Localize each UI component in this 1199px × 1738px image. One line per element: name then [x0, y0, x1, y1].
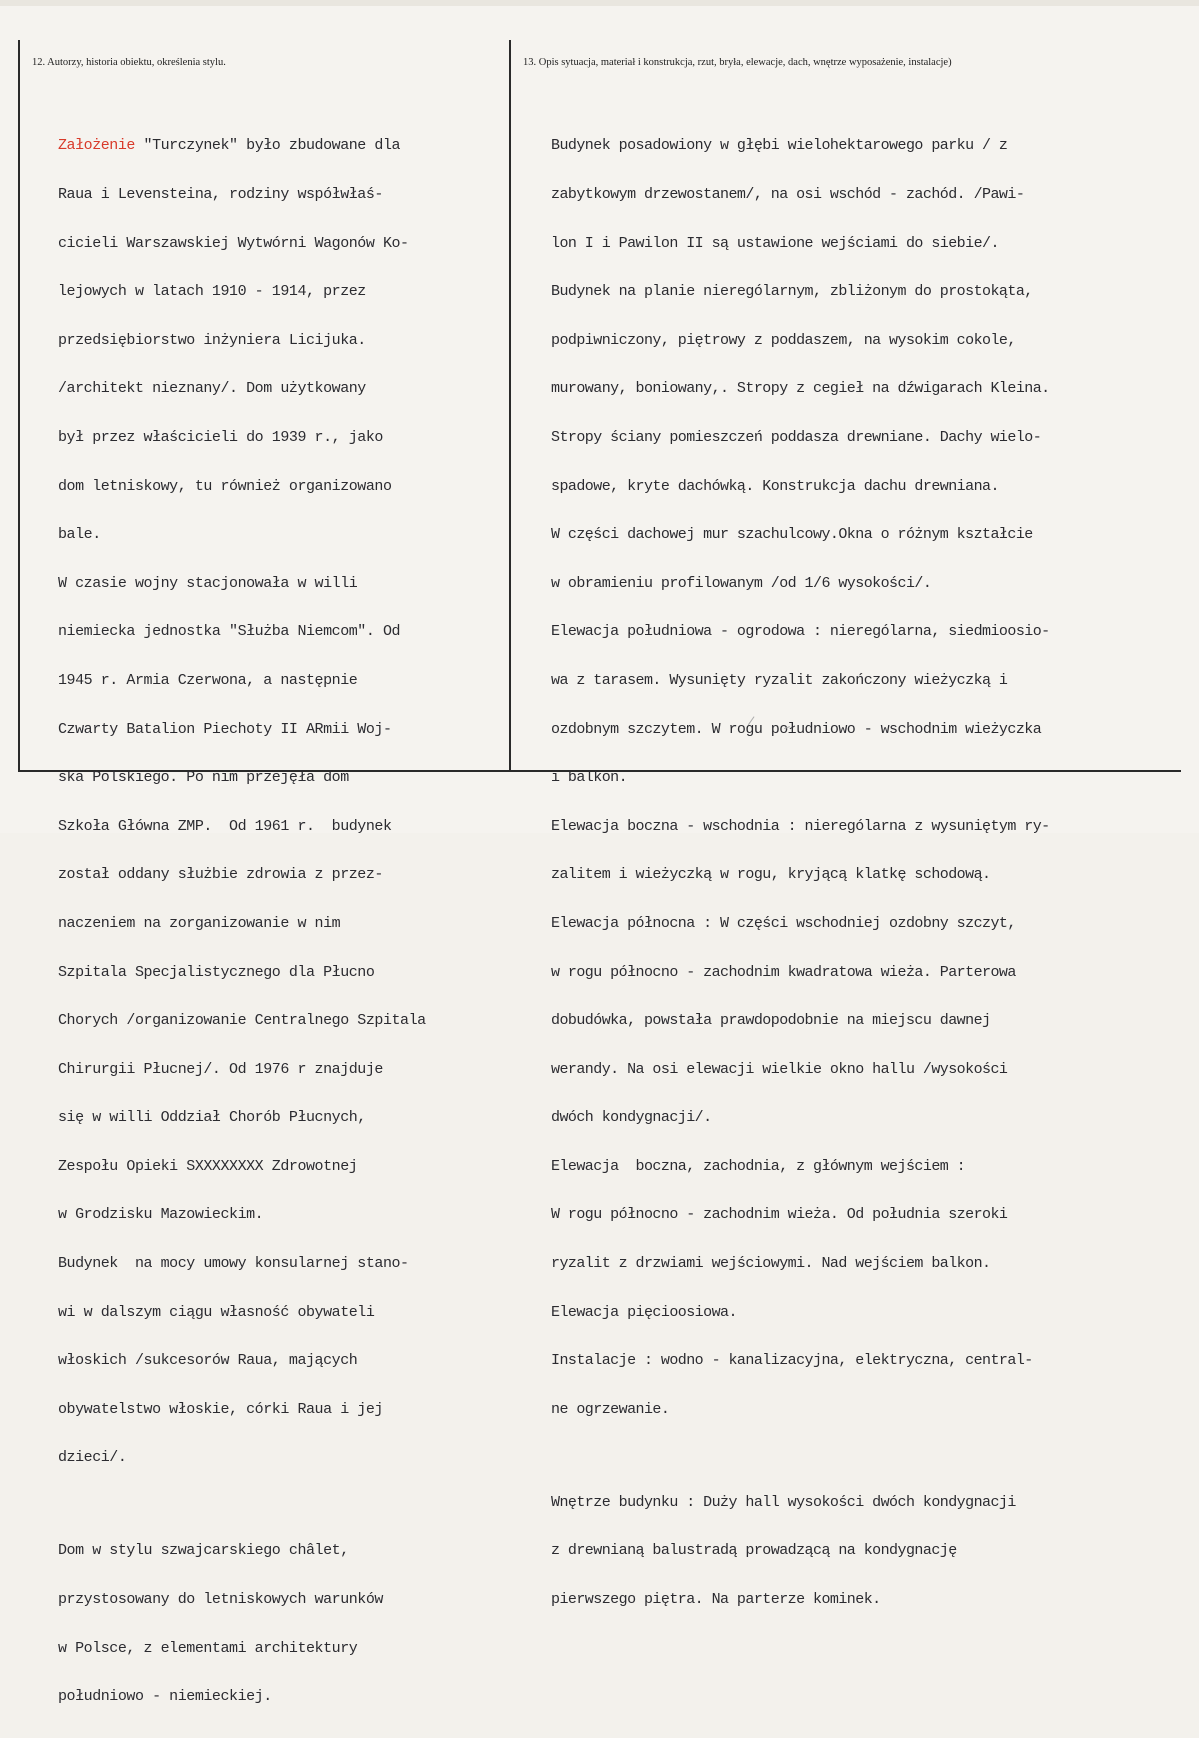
history-line: Chirurgii Płucnej/. Od 1976 r znajduje	[58, 1060, 383, 1078]
interior-line: pierwszego piętra. Na parterze kominek.	[551, 1591, 881, 1609]
description-line: zalitem i wieżyczką w rogu, kryjącą klatkę schodową.	[551, 866, 991, 884]
history-line: Budynek na mocy umowy konsularnej stano-	[58, 1255, 409, 1273]
paragraph-gap	[551, 1450, 1050, 1462]
history-line: /architekt nieznany/. Dom użytkowany	[58, 380, 366, 398]
description-line: Instalacje : wodno - kanalizacyjna, elektryczna, central-	[551, 1352, 1033, 1370]
description-line: Budynek posadowiony w głębi wielohektarowego parku / z	[551, 137, 1008, 155]
history-line: przedsiębiorstwo inżyniera Licijuka.	[58, 331, 366, 349]
history-line: cicieli Warszawskiej Wytwórni Wagonów Ko-	[58, 234, 409, 252]
section-13-heading: 13. Opis sytuacja, materiał i konstrukcja, rzut, bryła, elewacje, dach, wnętrze wyposażenie, instalacje)	[523, 57, 952, 68]
style-line: w Polsce, z elementami architektury	[58, 1639, 358, 1657]
interior-line: Wnętrze budynku : Duży hall wysokości dwóch kondygnacji	[551, 1493, 1016, 1511]
history-line: wi w dalszym ciągu własność obywateli	[58, 1303, 375, 1321]
history-line: dzieci/.	[58, 1449, 127, 1467]
description-line: murowany, boniowany,. Stropy z cegieł na dźwigarach Kleina.	[551, 380, 1050, 398]
description-line: dobudówka, powstała prawdopodobnie na miejscu dawnej	[551, 1012, 991, 1030]
description-line: werandy. Na osi elewacji wielkie okno hallu /wysokości	[551, 1060, 1008, 1078]
interior-line: z drewnianą balustradą prowadzącą na kondygnację	[551, 1542, 957, 1560]
history-first-line: Założenie "Turczynek" było zbudowane dla	[58, 137, 401, 155]
description-line: lon I i Pawilon II są ustawione wejściami do siebie/.	[551, 234, 999, 252]
style-line: południowo - niemieckiej.	[58, 1688, 272, 1706]
description-line: Elewacja południowa - ogrodowa : nierególarna, siedmioosio-	[551, 623, 1050, 641]
style-line: przystosowany do letniskowych warunków	[58, 1591, 383, 1609]
history-line: się w willi Oddział Chorób Płucnych,	[58, 1109, 366, 1127]
description-line: Elewacja boczna - wschodnia : nierególarna z wysuniętym ry-	[551, 817, 1050, 835]
description-line: podpiwniczony, piętrowy z poddaszem, na wysokim cokole,	[551, 331, 1016, 349]
description-line: ne ogrzewanie.	[551, 1400, 670, 1418]
history-line: bale.	[58, 526, 101, 544]
page-top-edge	[0, 0, 1199, 6]
description-line: dwóch kondygnacji/.	[551, 1109, 712, 1127]
description-line: w obramieniu profilowanym /od 1/6 wysokości/.	[551, 574, 932, 592]
description-line: W części dachowej mur szachulcowy.Okna o różnym kształcie	[551, 526, 1033, 544]
history-line: ska Polskiego. Po nim przejęła dom	[58, 769, 349, 787]
description-line: ozdobnym szczytem. W rogu południowo - wschodnim wieżyczka	[551, 720, 1042, 738]
history-line: był przez właścicieli do 1939 r., jako	[58, 428, 383, 446]
description-line: Elewacja boczna, zachodnia, z głównym wejściem :	[551, 1157, 966, 1175]
description-line: Budynek na planie nierególarnym, zbliżonym do prostokąta,	[551, 283, 1033, 301]
history-line: Szkoła Główna ZMP. Od 1961 r. budynek	[58, 817, 392, 835]
history-line: naczeniem na zorganizowanie w nim	[58, 914, 341, 932]
description-line: wa z tarasem. Wysunięty ryzalit zakończony wieżyczką i	[551, 671, 1008, 689]
description-line: ryzalit z drzwiami wejściowymi. Nad wejściem balkon.	[551, 1255, 991, 1273]
history-line: w Grodzisku Mazowieckim.	[58, 1206, 264, 1224]
description-line: i balkon.	[551, 769, 628, 787]
history-line: lejowych w latach 1910 - 1914, przez	[58, 283, 366, 301]
description-line: w rogu północno - zachodnim kwadratowa wieża. Parterowa	[551, 963, 1016, 981]
history-line: Szpitala Specjalistycznego dla Płucno	[58, 963, 375, 981]
description-line: Elewacja północna : W części wschodniej ozdobny szczyt,	[551, 914, 1016, 932]
history-line: niemiecka jednostka "Służba Niemcom". Od	[58, 623, 401, 641]
section-12-heading: 12. Autorzy, historia obiektu, określenia stylu.	[32, 57, 226, 68]
description-text-column	[551, 106, 1050, 1641]
frame-left-border	[18, 40, 20, 771]
description-line: Elewacja pięcioosiowa.	[551, 1303, 737, 1321]
history-line: Zespołu Opieki SXXXXXXXX Zdrowotnej	[58, 1157, 358, 1175]
description-line: W rogu północno - zachodnim wieża. Od południa szeroki	[551, 1206, 1008, 1224]
history-line: obywatelstwo włoskie, córki Raua i jej	[58, 1400, 383, 1418]
style-line: Dom w stylu szwajcarskiego châlet,	[58, 1542, 349, 1560]
history-line: 1945 r. Armia Czerwona, a następnie	[58, 671, 358, 689]
history-line: dom letniskowy, tu również organizowano	[58, 477, 392, 495]
description-line: Stropy ściany pomieszczeń poddasza drewniane. Dachy wielo-	[551, 428, 1042, 446]
history-line: Raua i Levensteina, rodziny współwłaś-	[58, 186, 383, 203]
column-divider	[509, 40, 511, 771]
history-line: Czwarty Batalion Piechoty II ARmii Woj-	[58, 720, 392, 738]
history-line: włoskich /sukcesorów Raua, mających	[58, 1352, 358, 1370]
paragraph-gap	[58, 1499, 426, 1511]
history-line: Chorych /organizowanie Centralnego Szpitala	[58, 1012, 426, 1030]
history-line: został oddany służbie zdrowia z przez-	[58, 866, 383, 884]
description-line: zabytkowym drzewostanem/, na osi wschód - zachód. /Pawi-	[551, 186, 1025, 203]
history-line: W czasie wojny stacjonowała w willi	[58, 574, 358, 592]
history-text-column	[58, 106, 426, 1738]
description-line: spadowe, kryte dachówką. Konstrukcja dachu drewniana.	[551, 477, 999, 495]
highlighted-word: Założenie	[58, 137, 135, 155]
